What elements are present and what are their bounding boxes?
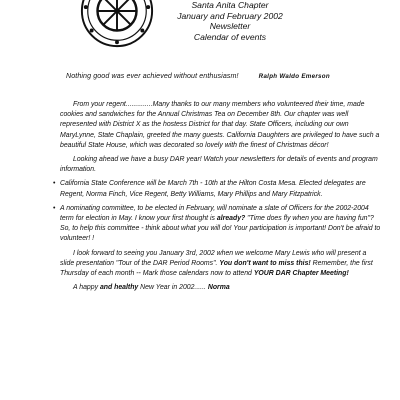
bullet-dot-icon: • bbox=[53, 204, 56, 212]
chapter-name: Santa Anita Chapter bbox=[191, 0, 269, 10]
meeting-text-b: Remember, the first Thursday of each month -- Mark those calendars now to attend bbox=[60, 259, 373, 278]
new-year-text-b: New Year in 2002...... bbox=[138, 284, 208, 292]
new-year-bold: and healthy bbox=[99, 284, 139, 292]
calendar-title: Calendar of events bbox=[193, 31, 267, 42]
newsletter-header bbox=[150, 0, 310, 42]
state-conference-text: California State Conference will be March 7th - 10th at the Hilton Costa Mesa. Elected delegates are Regent, Norma Finch, Vice Regent, Betty Williams, Mary Phillips and Mary Fitzpatrick. bbox=[60, 180, 366, 198]
looking-ahead-paragraph: Looking ahead we have a busy DAR year! Watch your newsletters for details of events and program information. bbox=[60, 156, 378, 174]
signature: Norma bbox=[207, 284, 230, 292]
quote-author: Ralph Waldo Emerson bbox=[258, 73, 330, 80]
meeting-bold-2: YOUR DAR Chapter Meeting! bbox=[253, 270, 349, 278]
bullet-state-conference bbox=[53, 179, 382, 199]
meeting-paragraph bbox=[60, 249, 382, 280]
bullet-dot-icon: • bbox=[53, 180, 56, 188]
quote-text: Nothing good was ever achieved without enthusiasm! bbox=[66, 72, 239, 80]
new-year-text-a: A happy bbox=[73, 284, 100, 292]
new-year-paragraph bbox=[60, 283, 382, 293]
quote bbox=[66, 72, 386, 80]
meeting-text-a: I look forward to seeing you January 3rd, 2002 when we welcome Mary Lewis who will present a slide presentation "Tour of the DAR Period Rooms". bbox=[60, 249, 367, 267]
regent-paragraph: From your regent..............Many thanks to our many members who volunteered their time, made cookies and sandwiches for the Annual Christmas Tea on December 8th. Our chapter was well represented with District X as the hostess District for that day. State Officers, including our own MaryLynne, State Chaplain, greeted the many guests. California Daughters are privileged to have such a beautiful State House, which was decorated so lovely with the finest of Christmas décor! bbox=[60, 101, 380, 149]
nominating-text-b: "Time does fly when you are having fun"? So, to help this committee - think about what you will do! Your participation is important! Don't be afraid to volunteer! ! bbox=[60, 215, 381, 243]
dar-seal-icon bbox=[78, 0, 156, 50]
bullet-nominating-committee bbox=[53, 204, 382, 245]
newsletter-body bbox=[53, 100, 382, 297]
nominating-bold: already? bbox=[216, 215, 246, 223]
cut-off-heading bbox=[170, 0, 202, 3]
newsletter-title: Newsletter bbox=[209, 21, 251, 32]
nominating-text-a: A nominating committee, to be elected in February, will nominate a slate of Officers for the 2002-2004 term for election in May. I know your first thought is bbox=[60, 204, 369, 223]
meeting-bold: You don't want to miss this! bbox=[219, 259, 311, 267]
newsletter-date: January and February 2002 bbox=[177, 10, 283, 21]
